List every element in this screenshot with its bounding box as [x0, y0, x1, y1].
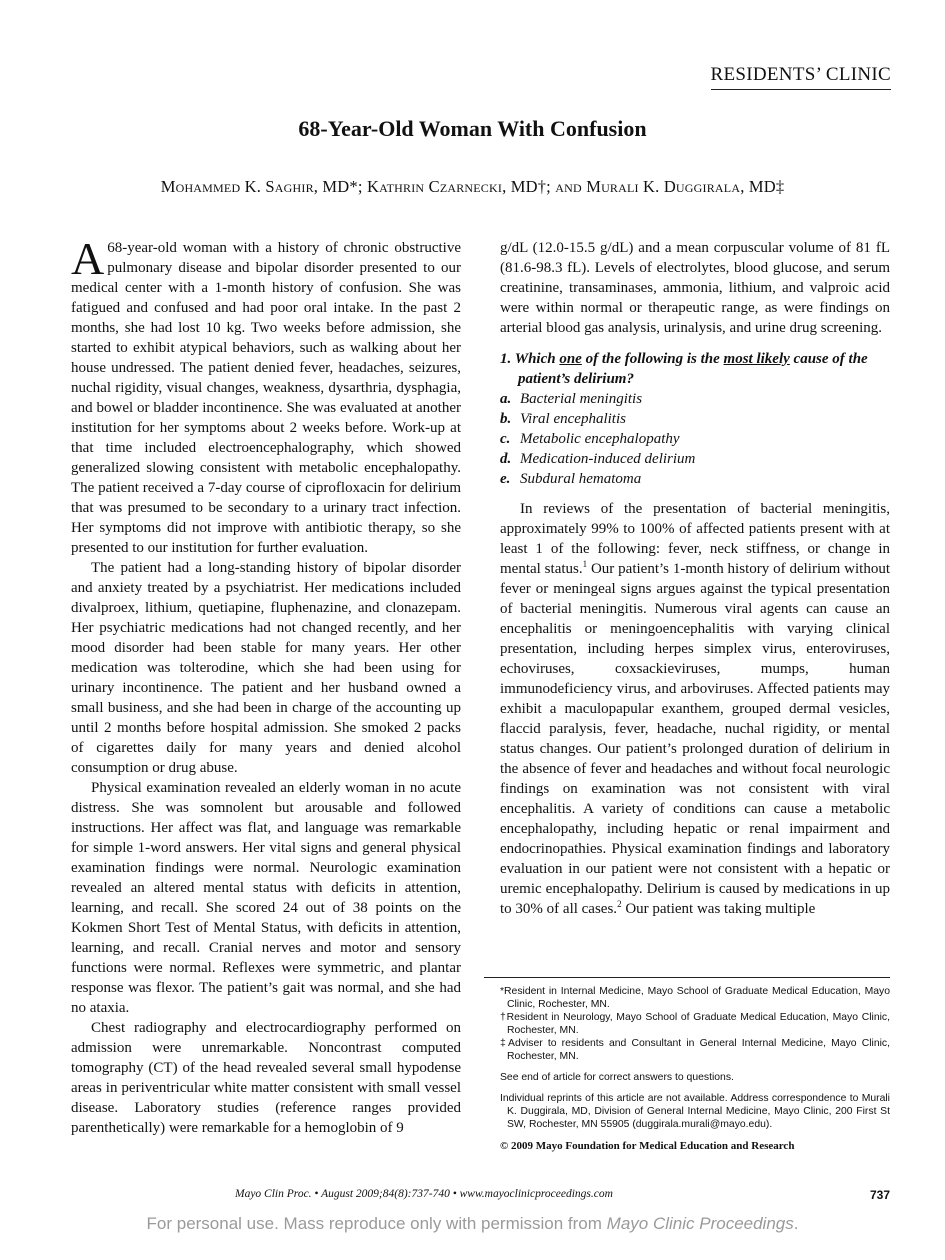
history-paragraph: The patient had a long-standing history of bipolar disorder and anxiety treated by a psychiatrist. Her medications included divalproex, lithium, quetiapine, fluphenazine, and clonazepam. Her psychiatric medications had not changed recently, and her mood disorder had been stable for many years. Her other medication was tolterodine, which she had been using for urinary incontinence. The patient and her husband owned a small business, and she had been in charge of the accounting up until 2 months before hospital admission. She smoked 2 packs of cigarettes daily for many years and denied alcohol consumption or drug abuse. — [71, 560, 461, 776]
question-text: Which one of the following is the most likely cause of the patient’s delirium? — [514, 351, 868, 387]
option-e: e. Subdural hematoma — [500, 471, 642, 487]
reference-1: 1 — [582, 559, 588, 569]
usage-watermark: For personal use. Mass reproduce only with permission from Mayo Clinic Proceedings. — [146, 1214, 799, 1233]
journal-citation: Mayo Clin Proc. • August 2009;84(8):737-740 • www.mayoclinicproceedings.com — [235, 1188, 613, 1200]
intro-paragraph — [71, 233, 461, 558]
option-d: d. Medication-induced delirium — [500, 451, 696, 467]
studies-paragraph: Chest radiography and electrocardiography performed on admission were unremarkable. Noncontrast computed tomography (CT) of the head revealed several small hypodense areas in periventricular white matter consistent with small vessel disease. Laboratory studies (reference ranges provided parenthetically) were remarkable for a hemoglobin of 9 — [71, 1020, 461, 1136]
question-number: 1. — [500, 351, 512, 367]
footnote-author-3: ‡Adviser to residents and Consultant in General Internal Medicine, Mayo Clinic, Rochester, MN. — [500, 1038, 890, 1062]
option-b: b. Viral encephalitis — [500, 411, 626, 427]
footnote-author-1: *Resident in Internal Medicine, Mayo School of Graduate Medical Education, Mayo Clinic, Rochester, MN. — [500, 986, 890, 1010]
footnote-author-2: †Resident in Neurology, Mayo School of Graduate Medical Education, Mayo Clinic, Rochester, MN. — [500, 1012, 890, 1036]
answer-options — [500, 389, 890, 489]
left-column — [71, 233, 461, 1138]
option-c: c. Metabolic encephalopathy — [500, 431, 680, 447]
option-a: a. Bacterial meningitis — [500, 391, 643, 407]
intro-text: 68-year-old woman with a history of chronic obstructive pulmonary disease and bipolar disorder presented to our medical center with a 1-month history of confusion. She was fatigued and confused and had poor oral intake. In the past 2 months, she had lost 10 kg. Two weeks before admission, she started to exhibit atypical behaviors, such as walking about her house undressed. The patient denied fever, headaches, seizures, nuchal rigidity, visual changes, weakness, dysarthria, dysphagia, and bowel or bladder incontinence. She was evaluated at another institution for her symptoms about 2 weeks before. Work-up at that time included electroencephalography, which showed generalized slowing consistent with metabolic encephalopathy. The patient received a 7-day course of ciprofloxacin for delirium that was presumed to be secondary to a urinary tract infection. Her symptoms did not improve with antibiotic therapy, so she presented to our institution for further evaluation. — [71, 240, 461, 556]
right-column — [500, 238, 890, 919]
footnote-divider — [484, 977, 890, 978]
article-title: 68-Year-Old Woman With Confusion — [298, 116, 647, 141]
copyright-notice: © 2009 Mayo Foundation for Medical Education and Research — [500, 1140, 795, 1152]
discussion-paragraph: In reviews of the presentation of bacterial meningitis, approximately 99% to 100% of affected patients present with at least 1 of the following: fever, neck stiffness, or change in mental status.$^1$ Our patient’s 1-month history of delirium without fever or meningeal signs argues against the typical presentation of bacterial meningitis. Numerous viral agents can cause an encephalitis or meningoencephalitis with varying clinical presentation, including herpes simplex virus, enteroviruses, echoviruses, coxsackieviruses, mumps, human immunodeficiency virus, and arboviruses. Affected patients may exhibit a maculopapular exanthem, grouped dermal vesicles, flaccid paralysis, fever, headache, nuchal rigidity, or mental status changes. Our patient’s prolonged duration of delirium in the absence of fever and headaches and without focal neurologic findings on examination was not consistent with viral encephalitis. A variety of conditions can cause a metabolic encephalopathy, including hepatic or renal impairment and endocrinopathies. Physical examination findings and laboratory evaluation in our patient were not consistent with a hepatic or uremic encephalopathy. Delirium is caused by medications in up to 30% of all cases.$^2$ Our patient was taking multiple — [500, 501, 890, 917]
journal-name: Mayo Clinic Proceedings — [606, 1214, 794, 1233]
drop-cap: A — [71, 233, 105, 284]
answers-note: See end of article for correct answers to questions. — [500, 1072, 734, 1083]
reprints-note: Individual reprints of this article are not available. Address correspondence to Murali K. Duggirala, MD, Division of General Internal Medicine, Mayo Clinic, 200 First St SW, Rochester, MN 55905 (duggirala.murali@mayo.edu). — [500, 1093, 890, 1130]
section-label: RESIDENTS’ CLINIC — [711, 64, 892, 90]
author-list: Mohammed K. Saghir, MD*; Kathrin Czarnecki, MD†; and Murali K. Duggirala, MD‡ — [160, 177, 785, 196]
reference-2: 2 — [617, 899, 622, 909]
exam-paragraph: Physical examination revealed an elderly woman in no acute distress. She was somnolent but arousable and followed instructions. Her affect was flat, and language was remarkable for simple 1-word answers. Her vital signs and general physical examination findings were normal. Neurologic examination revealed an altered mental status with deficits in attention, learning, and recall. She scored 24 out of 38 points on the Kokmen Short Test of Mental Status, with deficits in attention, learning, and recall. Cranial nerves and motor and sensory functions were normal. Reflexes were symmetric, and plantar response was flexor. The patient’s gait was normal, and she had no ataxia. — [71, 780, 461, 1016]
lab-paragraph: g/dL (12.0-15.5 g/dL) and a mean corpuscular volume of 81 fL (81.6-98.3 fL). Levels of electrolytes, blood glucose, and serum creatinine, transaminases, ammonia, lithium, and valproic acid were within normal or therapeutic range, as were findings on arterial blood gas analysis, urinalysis, and urine drug screening. — [500, 240, 890, 336]
footnotes — [500, 985, 890, 1153]
question-1 — [500, 349, 890, 389]
page-number: 737 — [869, 1188, 890, 1202]
